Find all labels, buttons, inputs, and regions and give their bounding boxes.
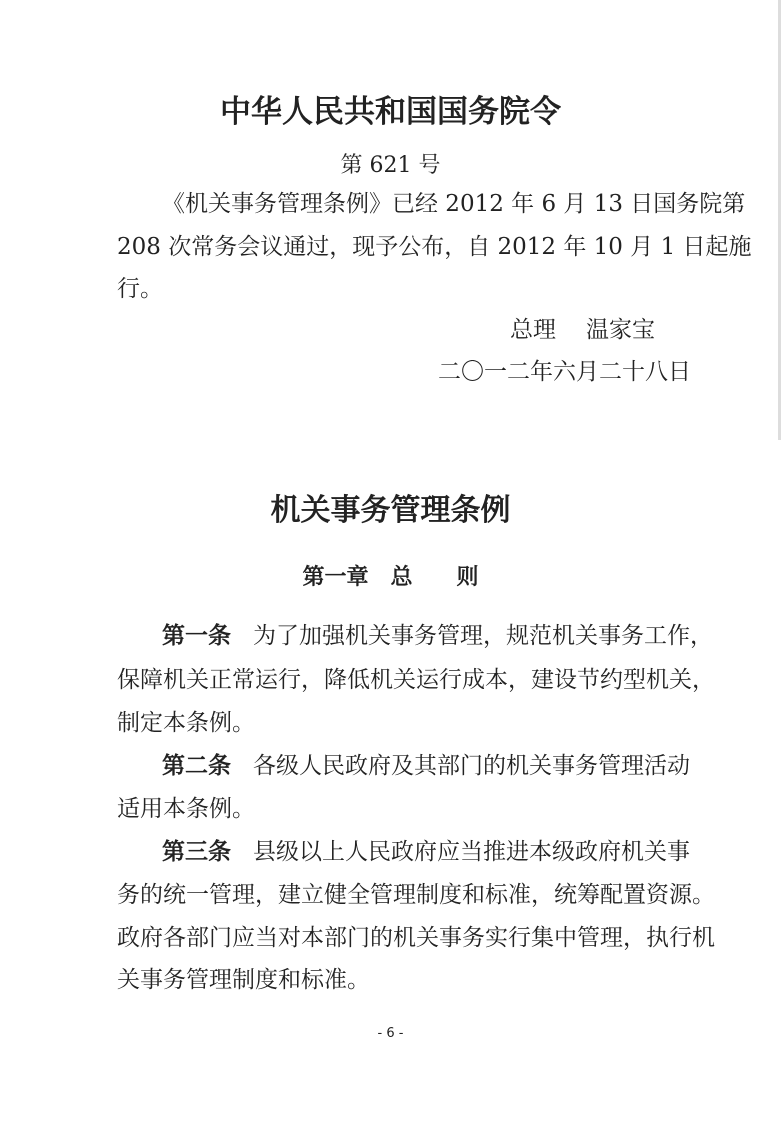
article-2 <box>162 752 690 780</box>
article-3 <box>162 838 690 866</box>
decree-body-line: 208 次常务会议通过，现予公布，自 2012 年 10 月 1 日起施 <box>117 234 752 260</box>
signer-name: 温家宝 <box>586 317 655 343</box>
article-text: 务的统一管理，建立健全管理制度和标准，统筹配置资源。 <box>117 882 715 908</box>
article-text: 各级人民政府及其部门的机关事务管理活动 <box>253 753 690 779</box>
decree-body-line: 行。 <box>117 276 163 302</box>
decree-title: 中华人民共和国国务院令 <box>220 94 561 130</box>
article-text: 保障机关正常运行，降低机关运行成本，建设节约型机关， <box>117 667 715 693</box>
article-label: 第三条 <box>162 839 231 865</box>
article-text: 为了加强机关事务管理，规范机关事务工作， <box>253 623 713 649</box>
decree-number: 第 621 号 <box>340 153 441 178</box>
article-text: 制定本条例。 <box>117 710 255 736</box>
article-text: 关事务管理制度和标准。 <box>117 967 370 993</box>
decree-date: 二〇一二年六月二十八日 <box>438 359 691 385</box>
signer-title: 总理 <box>510 317 556 343</box>
article-label: 第一条 <box>162 623 231 649</box>
decree-body-line: 《机关事务管理条例》已经 2012 年 6 月 13 日国务院第 <box>162 191 746 217</box>
article-text: 政府各部门应当对本部门的机关事务实行集中管理，执行机 <box>117 925 715 951</box>
article-text: 适用本条例。 <box>117 796 255 822</box>
chapter-heading: 第一章 总 则 <box>302 565 479 590</box>
article-label: 第二条 <box>162 753 231 779</box>
page-number: - 6 - <box>377 1026 404 1041</box>
regulation-title: 机关事务管理条例 <box>270 493 511 528</box>
article-text: 县级以上人民政府应当推进本级政府机关事 <box>253 839 690 865</box>
article-1 <box>162 622 713 650</box>
